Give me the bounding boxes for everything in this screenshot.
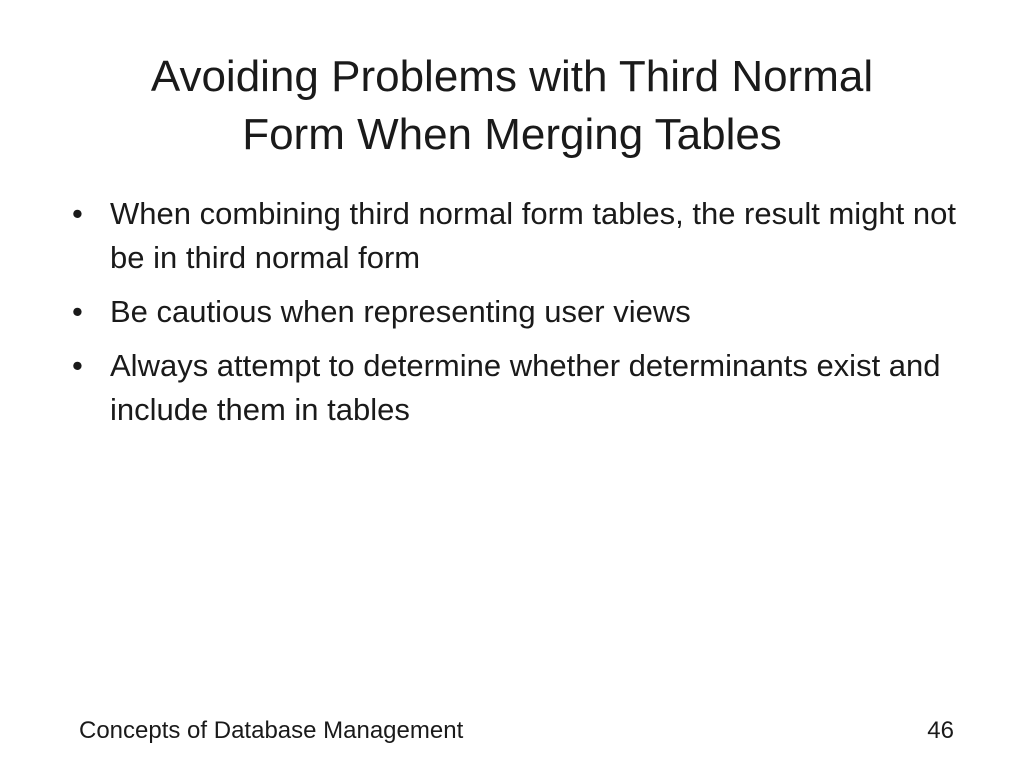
bullet-dot-icon: • (72, 348, 83, 383)
slide-title-line-2: Form When Merging Tables (242, 110, 782, 159)
footer-page-number: 46 (927, 717, 954, 744)
bullet-text: Be cautious when representing user views (110, 294, 691, 329)
bullet-dot-icon: • (72, 196, 83, 231)
bullet-dot-icon: • (72, 294, 83, 329)
bullet-text: When combining third normal form tables, the result might not be in third normal form (110, 196, 956, 275)
footer-course-title: Concepts of Database Management (79, 717, 464, 744)
bullet-item (70, 192, 970, 280)
bullet-item (70, 344, 970, 432)
bullet-item (70, 290, 970, 334)
bullet-list (70, 192, 970, 442)
slide-title (60, 48, 964, 164)
slide-title-line-1: Avoiding Problems with Third Normal (150, 52, 874, 101)
bullet-text: Always attempt to determine whether determinants exist and include them in tables (110, 348, 941, 427)
